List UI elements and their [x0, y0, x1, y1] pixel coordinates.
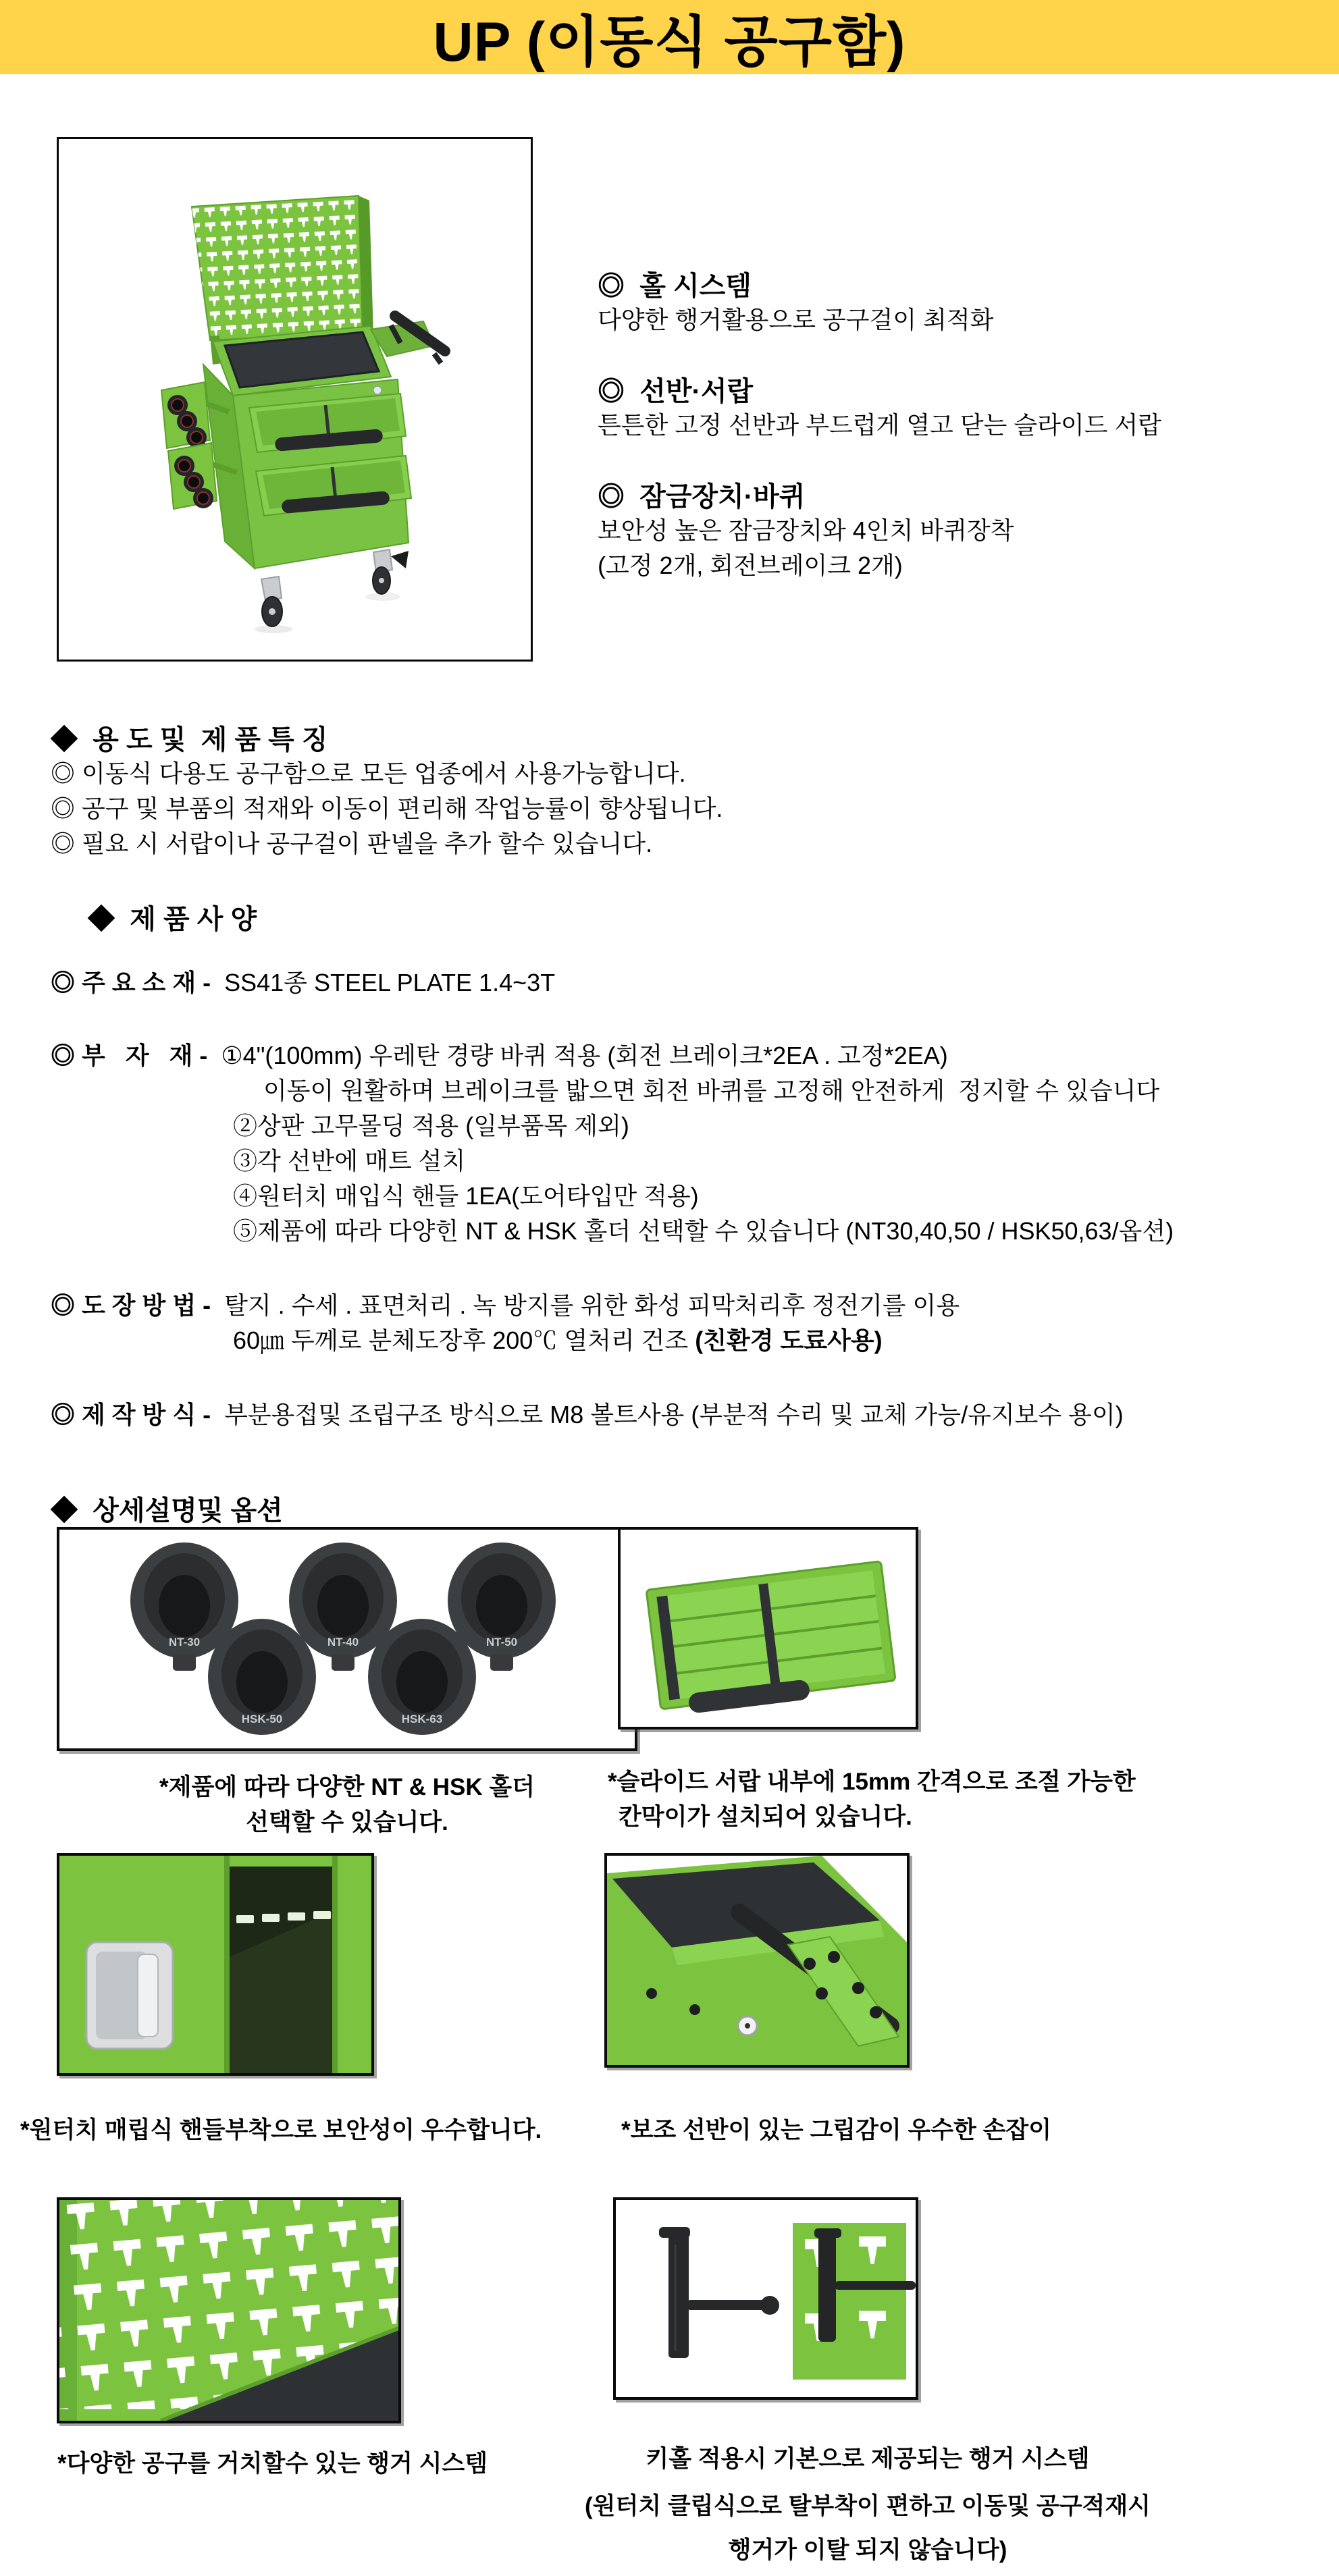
- holder-cup-5: [368, 1619, 476, 1735]
- spec-parts-line: ⑤제품에 따라 다양힌 NT & HSK 홀더 선택할 수 있습니다 (NT30,40,50 / HSK50,63/옵션): [233, 1217, 1174, 1245]
- feature-line: (고정 2개, 회전브레이크 2개): [598, 552, 903, 579]
- usage-section-heading: ◆ 용 도 및 제 품 특 징: [51, 725, 328, 755]
- caption-organizer-line2: 칸막이가 설치되어 있습니다.: [619, 1804, 912, 1830]
- caption-hanger-line2: (원터치 클립식으로 탈부착이 편하고 이동및 공구적재시: [585, 2493, 1151, 2519]
- usage-line: ◎ 필요 시 서랍이나 공구걸이 판넬을 추가 할수 있습니다.: [51, 830, 653, 857]
- usage-line: ◎ 공구 및 부품의 적재와 이동이 편리해 작업능률이 향상됩니다.: [51, 795, 723, 822]
- spec-parts-line: ④원터치 매입식 핸들 1EA(도어타입만 적용): [233, 1182, 699, 1210]
- svg-text:NT-30: NT-30: [168, 1636, 201, 1648]
- spec-parts-line: ②상판 고무몰딩 적용 (일부품목 제외): [233, 1112, 629, 1139]
- spec-paint-value: 탈지 . 수세 . 표면처리 . 녹 방지를 위한 화성 피막처리후 정전기를 이용: [224, 1291, 960, 1319]
- usage-line: ◎ 이동식 다용도 공구함으로 모든 업종에서 사용가능합니다.: [51, 759, 686, 787]
- caption-hanger-line3: 행거가 이탈 되지 않습니다): [728, 2537, 1007, 2563]
- spec-material-label: ◎ 주 요 소 재 -: [51, 969, 225, 996]
- one-touch-handle-illustration: [59, 1856, 371, 2073]
- caption-hanger-line1: 키홀 적용시 기본으로 제공되는 행거 시스템: [646, 2446, 1090, 2472]
- spec-paint-line2-normal: 60㎛ 두께로 분체도장후 200℃ 열처리 건조: [233, 1326, 695, 1354]
- options-section-heading: ◆ 상세설명및 옵션: [51, 1496, 283, 1526]
- option-photo-hanger: [613, 2197, 918, 2400]
- option-photo-organizer: [618, 1527, 918, 1729]
- feature-line: 튼튼한 고정 선반과 부드럽게 열고 닫는 슬라이드 서랍: [598, 411, 1162, 439]
- feature-line: 보안성 높은 잠금장치와 4인치 바퀴장착: [598, 516, 1014, 544]
- spec-parts-label: ◎ 부 자 재 -: [51, 1042, 221, 1069]
- spec-section-heading: ◆ 제 품 사 양: [88, 905, 257, 934]
- spec-paint-row: [51, 1287, 960, 1321]
- organizer-tray: [646, 1561, 897, 1717]
- spec-paint-line2-bold: (친환경 도료사용): [695, 1326, 883, 1354]
- spec-paint-line2: [233, 1322, 883, 1356]
- spec-parts-line: 이동이 원활하며 브레이크를 밟으면 회전 바퀴를 고정해 안전하게 정지할 수 있습니다: [263, 1077, 1160, 1104]
- product-photo-box: [57, 137, 533, 662]
- svg-text:NT-40: NT-40: [327, 1636, 359, 1648]
- title-banner: [0, 0, 1339, 74]
- option-photo-holders: [57, 1527, 637, 1751]
- keyhole-panel: [793, 2223, 916, 2380]
- page-title: UP (이동식 공구함): [433, 11, 906, 73]
- spec-material-row: [51, 964, 555, 998]
- caption-organizer-line1: *슬라이드 서랍 내부에 15mm 간격으로 조절 가능한: [608, 1769, 1136, 1795]
- spec-parts-row: [51, 1037, 948, 1071]
- caption-tray: *보조 선반이 있는 그립감이 우수한 손잡이: [621, 2117, 1052, 2143]
- caption-holders-line2: 선택할 수 있습니다.: [246, 1809, 448, 1835]
- feature-line: 다양한 행거활용으로 공구걸이 최적화: [598, 306, 994, 333]
- spec-parts-line: ③각 선반에 매트 설치: [233, 1147, 466, 1175]
- spec-method-value: 부분용접및 조립구조 방식으로 M8 볼트사용 (부분적 수리 및 교체 가능/유지보수 용이): [224, 1401, 1124, 1428]
- caption-handle: *원터치 매립식 핸들부착으로 보안성이 우수합니다.: [20, 2117, 542, 2143]
- pegboard-illustration: [59, 2200, 398, 2421]
- pegboard-panel: [192, 196, 373, 340]
- nt-hsk-holders-illustration: [59, 1530, 635, 1748]
- svg-text:HSK-50: HSK-50: [241, 1713, 283, 1725]
- feature-heading-hole-system: ◎ 홀 시스템: [598, 271, 752, 301]
- caption-pegboard: *다양한 공구를 거치할수 있는 행거 시스템: [57, 2450, 488, 2477]
- option-photo-tray-grip: [604, 1853, 910, 2068]
- feature-heading-lock-wheel: ◎ 잠금장치·바퀴: [598, 482, 806, 512]
- brake-pedal: [391, 551, 409, 568]
- svg-text:HSK-63: HSK-63: [401, 1713, 443, 1725]
- spec-parts-value: ①4"(100mm) 우레탄 경량 바퀴 적용 (회전 브레이크*2EA . 고정*2EA): [221, 1042, 948, 1069]
- drawer-organizer-illustration: [621, 1530, 916, 1727]
- tray-grip-illustration: [607, 1856, 907, 2065]
- option-photo-handle: [57, 1853, 374, 2076]
- caption-holders-line1: *제품에 따라 다양한 NT & HSK 홀더: [159, 1774, 535, 1800]
- hanger-hook-illustration: [616, 2200, 916, 2397]
- tool-cart-illustration: [59, 139, 531, 660]
- svg-text:NT-50: NT-50: [485, 1636, 518, 1648]
- spec-method-label: ◎ 제 작 방 식 -: [51, 1401, 225, 1428]
- spec-method-row: [51, 1396, 1124, 1430]
- recessed-handle: [86, 1942, 173, 2049]
- option-photo-pegboard: [57, 2197, 401, 2423]
- spec-paint-label: ◎ 도 장 방 법 -: [51, 1291, 225, 1319]
- feature-heading-shelf-drawer: ◎ 선반·서랍: [598, 377, 754, 406]
- holder-cup-4: [208, 1619, 316, 1735]
- spec-material-value: SS41종 STEEL PLATE 1.4~3T: [224, 969, 556, 996]
